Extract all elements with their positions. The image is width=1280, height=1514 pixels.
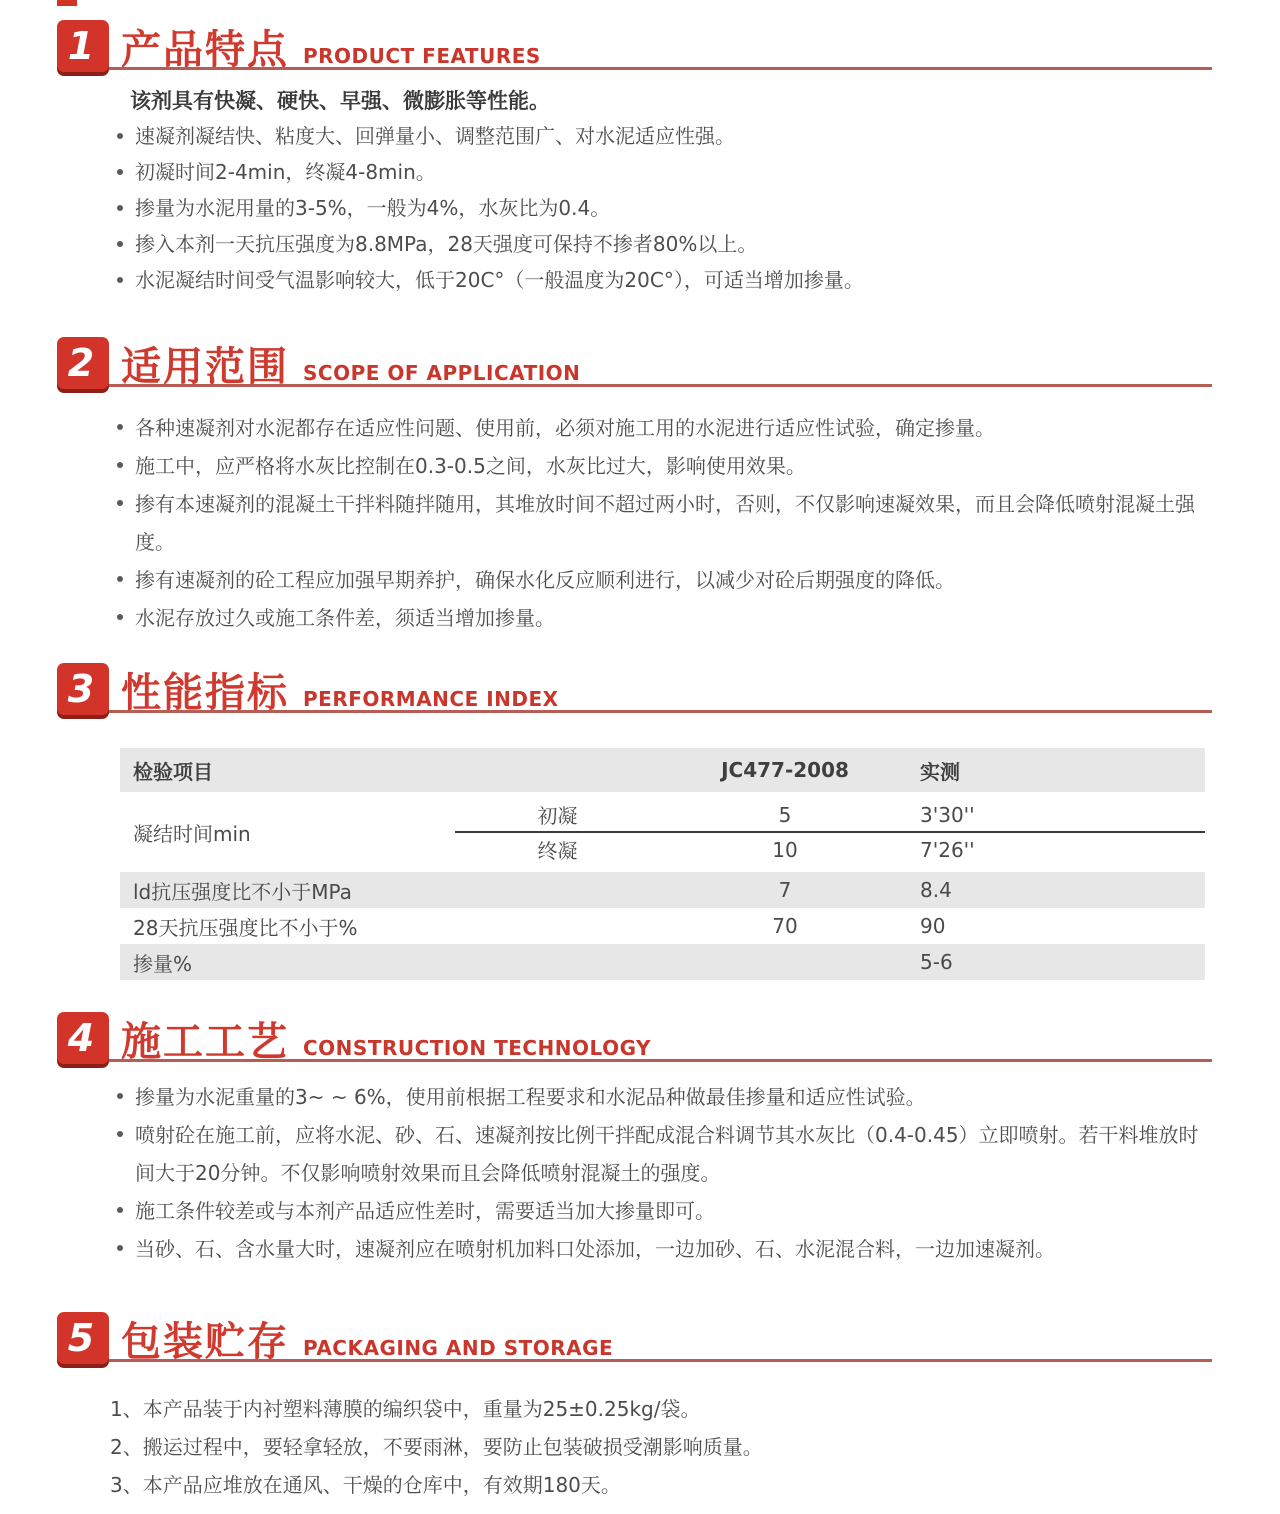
bullet-item: 当砂、石、含水量大时，速凝剂应在喷射机加料口处添加，一边加砂、石、水泥混合料，一边加速凝剂。 [117,1230,1212,1268]
section-4-header [57,1012,1212,1070]
section-title-zh: 施工工艺 [121,1019,289,1065]
section-number: 2 [67,341,95,385]
bullet-item: 掺有本速凝剂的混凝土干拌料随拌随用，其堆放时间不超过两小时，否则，不仅影响速凝效果，而且会降低喷射混凝土强度。 [117,485,1212,561]
section-title-zh: 产品特点 [121,27,289,73]
bullet-item: 喷射砼在施工前，应将水泥、砂、石、速凝剂按比例干拌配成混合料调节其水灰比（0.4-0.45）立即喷射。若干料堆放时间大于20分钟。不仅影响喷射效果而且会降低喷射混凝土的强度。 [117,1116,1212,1192]
features-intro-text: 该剂具有快凝、硬快、早强、微膨胀等性能。 [130,89,550,113]
standard-value: 5 [778,802,792,827]
bullet-item: 施工中，应严格将水灰比控制在0.3-0.5之间，水灰比过大，影响使用效果。 [117,447,1212,485]
construction-bullet-list [117,1078,1212,1268]
bullet-item: 各种速凝剂对水泥都存在适应性问题、使用前，必须对施工用的水泥进行适应性试验，确定掺量。 [117,409,1212,447]
section-construction-technology [57,1012,1212,1268]
bullet-item: 速凝剂凝结快、粘度大、回弹量小、调整范围广、对水泥适应性强。 [117,118,1212,154]
section-title-zh: 包装贮存 [121,1319,289,1365]
bullet-item: 施工条件较差或与本剂产品适应性差时，需要适当加大掺量即可。 [117,1192,1212,1230]
measured-value: 90 [920,914,946,938]
table-row [120,944,1205,980]
bullet-item: 初凝时间2-4min，终凝4-8min。 [117,154,1212,190]
section-title-zh: 性能指标 [121,670,289,716]
standard-value: 10 [772,837,798,862]
numbered-item: 1、本产品装于内衬塑料薄膜的编织袋中，重量为25±0.25kg/袋。 [110,1397,701,1421]
section-title-zh: 适用范围 [121,344,289,390]
col-header-standard: JC477-2008 [721,758,849,782]
sub-label: 初凝 [537,804,578,828]
bullet-item: 水泥凝结时间受气温影响较大，低于20C°（一般温度为20C°），可适当增加掺量。 [117,262,1212,298]
section-1-header [57,20,1212,78]
numbered-item: 3、本产品应堆放在通风、干燥的仓库中，有效期180天。 [110,1473,621,1497]
section-3-number-badge [57,663,109,715]
row-label: 凝结时间min [133,821,251,846]
section-title-en: CONSTRUCTION TECHNOLOGY [303,1036,652,1060]
bullet-item: 掺有速凝剂的砼工程应加强早期养护，确保水化反应顺利进行，以减少对砼后期强度的降低。 [117,561,1212,599]
section-number: 1 [67,24,95,68]
section-5-number-badge [57,1312,109,1364]
table-row-setting-time [120,792,1205,872]
col-header-measured: 实测 [920,759,960,784]
standard-value: 70 [772,914,798,938]
section-4-number-badge [57,1012,109,1064]
section-title-en: SCOPE OF APPLICATION [303,361,581,385]
features-bullet-list [117,118,1212,298]
section-number: 5 [67,1316,95,1360]
section-scope-of-application [57,337,1212,637]
section-number: 4 [67,1016,95,1060]
section-performance-index [57,663,1212,980]
bullet-item: 掺入本剂一天抗压强度为8.8MPa，28天强度可保持不掺者80%以上。 [117,226,1212,262]
col-header-item: 检验项目 [133,759,213,784]
table-subrow-final-set [455,833,1205,866]
measured-value: 3'30'' [920,802,975,827]
row-label: 28天抗压强度比不小于% [133,915,358,940]
table-row [120,872,1205,908]
section-packaging-storage [57,1312,1212,1504]
section-number: 3 [67,667,95,711]
row-label: 掺量% [133,951,193,976]
bullet-item: 水泥存放过久或施工条件差，须适当增加掺量。 [117,599,1212,637]
section-2-header [57,337,1212,395]
section-title-en: PACKAGING AND STORAGE [303,1336,614,1360]
section-2-number-badge [57,337,109,389]
performance-table [120,748,1205,980]
numbered-item: 2、搬运过程中，要轻拿轻放，不要雨淋，要防止包装破损受潮影响质量。 [110,1435,763,1459]
table-header-row [120,748,1205,792]
section-title-en: PERFORMANCE INDEX [303,687,559,711]
packaging-numbered-list [110,1390,1212,1504]
section-5-header [57,1312,1212,1370]
row-label: ld抗压强度比不小于MPa [133,879,352,904]
table-subrow-initial-set [455,798,1205,831]
sub-label: 终凝 [537,839,578,863]
section-1-number-badge [57,20,109,72]
bullet-item: 掺量为水泥重量的3~ ~ 6%，使用前根据工程要求和水泥品种做最佳掺量和适应性试验。 [117,1078,1212,1116]
section-title-en: PRODUCT FEATURES [303,44,541,68]
bullet-item: 掺量为水泥用量的3-5%，一般为4%，水灰比为0.4。 [117,190,1212,226]
section-3-header [57,663,1212,721]
measured-value: 7'26'' [920,837,975,862]
standard-value: 7 [778,878,792,902]
scope-bullet-list [117,409,1212,637]
page-top-red-mark [57,0,77,6]
table-row [120,908,1205,944]
section-product-features [57,20,1212,298]
measured-value: 8.4 [920,878,952,902]
measured-value: 5-6 [920,950,953,974]
